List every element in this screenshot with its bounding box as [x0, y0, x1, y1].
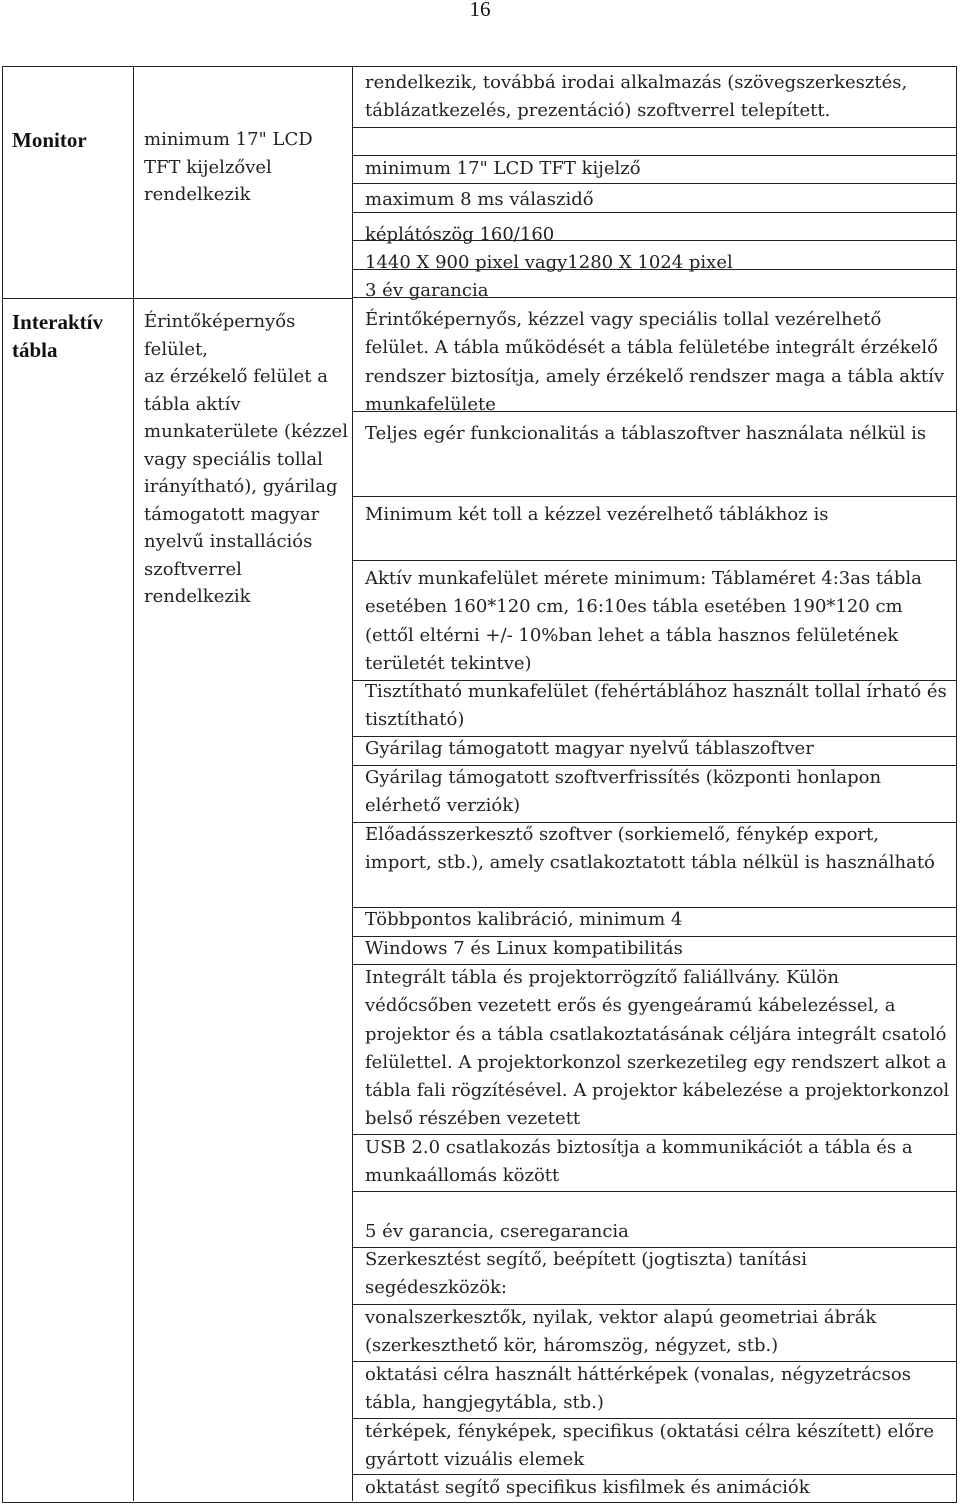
spec-cell: oktatást segítő specifikus kisfilmek és animációk	[365, 1477, 810, 1498]
spec-cell: Érintőképernyős, kézzel vagy speciális tollal vezérelhető felület. A tábla működését a tábla felületébe integrált érzékelő rendszer biztosítja, amely érzékelő rendszer maga a tábla aktív munkafelülete	[365, 309, 945, 415]
row-summary-monitor: minimum 17" LCD TFT kijelzővel rendelkezik	[144, 129, 313, 205]
spec-cell: Tisztítható munkafelület (fehértáblához használt tollal írható és tisztítható)	[365, 681, 947, 731]
spec-cell: Többpontos kalibráció, minimum 4	[365, 909, 683, 930]
spec-cell: maximum 8 ms válaszidő	[365, 189, 594, 210]
spec-cell: Windows 7 és Linux kompatibilitás	[365, 938, 683, 959]
spec-cell: Aktív munkafelület mérete minimum: Táblaméret 4:3as tábla esetében 160*120 cm, 16:10es tábla esetében 190*120 cm (ettől eltérni +/- 10%ban lehet a tábla hasznos felületének területét tekintve)	[365, 568, 922, 674]
row-label-monitor: Monitor	[12, 128, 87, 152]
spec-cell: Szerkesztést segítő, beépített (jogtiszta) tanítási segédeszközök:	[365, 1249, 807, 1299]
column-divider-1	[133, 67, 134, 1501]
spec-cell: minimum 17" LCD TFT kijelző	[365, 158, 641, 179]
spec-cell: 3 év garancia	[365, 280, 489, 301]
row-label-interactive-board: Interaktív tábla	[12, 310, 103, 362]
cell-divider	[352, 496, 956, 497]
spec-cell: 1440 X 900 pixel vagy1280 X 1024 pixel	[365, 252, 733, 273]
spec-cell: Gyárilag támogatott szoftverfrissítés (központi honlapon elérhető verziók)	[365, 767, 882, 817]
spec-cell: térképek, fényképek, specifikus (oktatási célra készített) előre gyártott vizuális elemek	[365, 1421, 935, 1471]
cell-divider	[352, 127, 956, 128]
spec-cell: 5 év garancia, cseregarancia	[365, 1221, 629, 1242]
spec-cell: USB 2.0 csatlakozás biztosítja a kommunikációt a tábla és a munkaállomás között	[365, 1137, 913, 1187]
page-number: 16	[469, 0, 491, 21]
spec-cell: vonalszerkesztők, nyilak, vektor alapú geometriai ábrák (szerkeszthető kör, háromszög, négyzet, stb.)	[365, 1307, 877, 1357]
cell-divider	[352, 560, 956, 561]
spec-cell: képlátószög 160/160	[365, 224, 555, 245]
row-summary-interactive-board: Érintőképernyős felület, az érzékelő felület a tábla aktív munkaterülete (kézzel vagy speciális tollal irányítható), gyárilag támogatott magyar nyelvű installációs szoftverrel rendelkezik	[144, 311, 348, 607]
spec-cell: oktatási célra használt háttérképek (vonalas, négyzetrácsos tábla, hangjegytábla, stb.)	[365, 1364, 911, 1414]
spec-cell: Előadásszerkesztő szoftver (sorkiemelő, fénykép export, import, stb.), amely csatlakoztatott tábla nélkül is használható	[365, 824, 935, 874]
spec-cell: Teljes egér funkcionalitás a táblaszoftver használata nélkül is	[365, 423, 927, 444]
column-divider-2	[352, 67, 353, 1501]
spec-cell: Minimum két toll a kézzel vezérelhető táblákhoz is	[365, 504, 829, 525]
spec-cell: Gyárilag támogatott magyar nyelvű táblaszoftver	[365, 738, 814, 759]
row-divider	[3, 298, 352, 299]
spec-cell: rendelkezik, továbbá irodai alkalmazás (szövegszerkesztés, táblázatkezelés, prezentáció) szoftverrel telepített.	[365, 72, 908, 122]
spec-cell: Integrált tábla és projektorrögzítő faliállvány. Külön védőcsőben vezetett erős és gyengeáramú kábelezéssel, a projektor és a tábla csatlakoztatásának céljára integrált csatoló felülettel. A projektorkonzol szerkezetileg egy rendszert alkot a tábla fali rögzítésével. A projektor kábelezése a projektorkonzol belső részében vezetett	[365, 967, 950, 1130]
cell-divider	[352, 1191, 956, 1192]
